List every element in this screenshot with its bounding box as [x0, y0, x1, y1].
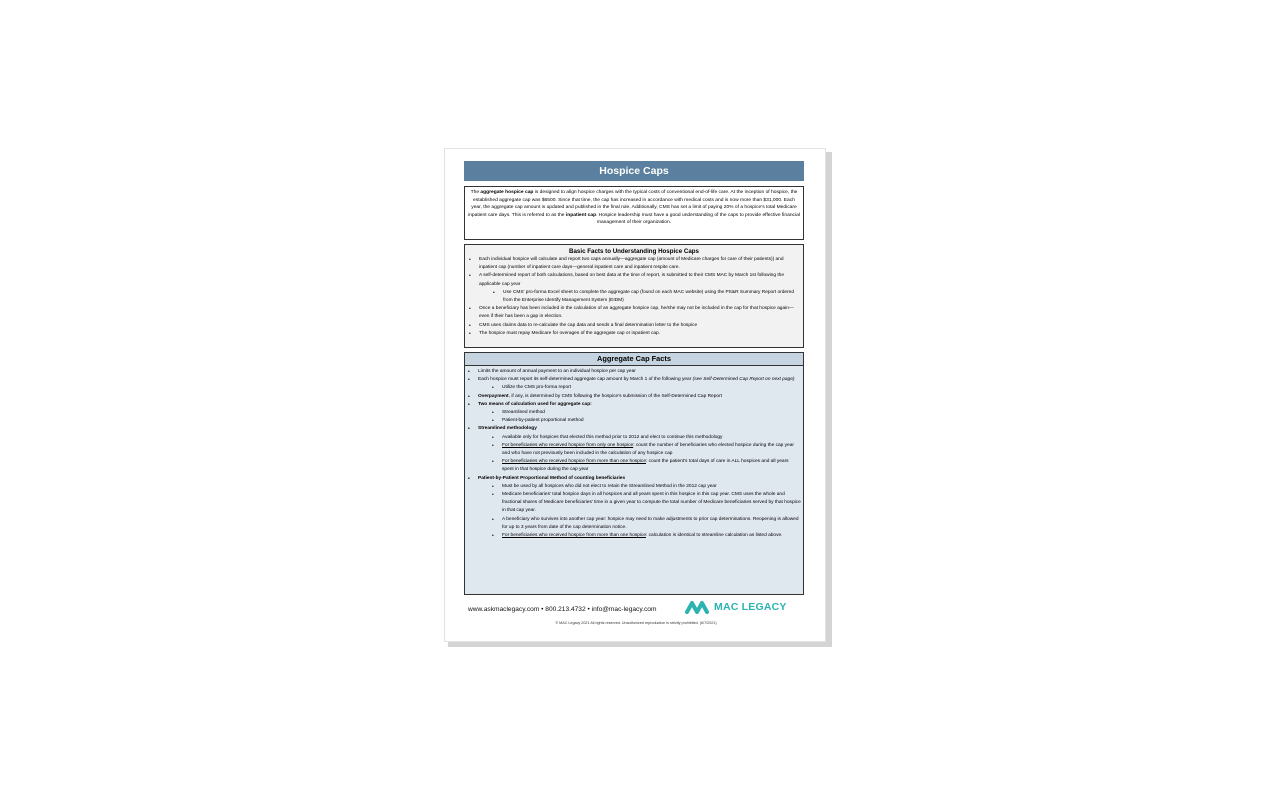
basic-facts-box	[464, 244, 804, 348]
list-item: • Two means of calculation used for aggregate cap:	[467, 401, 801, 409]
list-item: • A self-determined report of both calculations, based on best data at the time of report, is submitted to their CMS MAC by March 1st following the applicable cap year	[468, 272, 800, 288]
intro-inpatient-cap-term: inpatient cap	[565, 212, 597, 218]
list-item: • Streamlined method	[467, 409, 801, 417]
list-item: • Once a beneficiary has been included in the calculation of an aggregate hospice cap, he/she may not be included in the cap for that hospice again—even if their has been a gap in election.	[468, 305, 800, 321]
list-item: • Available only for hospices that elected this method prior to 2012 and elect to continue this methodology	[467, 434, 801, 442]
aggregate-facts-box	[464, 352, 804, 595]
list-item-term: For beneficiaries who received hospice from only one hospice	[502, 442, 634, 448]
list-item: • Utilize the CMS pro-forma report	[467, 384, 801, 392]
list-item: • Must be used by all hospices who did not elect to retain the Streamlined Method in the 2012 cap year	[467, 483, 801, 491]
intro-aggregate-cap-term: aggregate hospice cap	[480, 190, 534, 195]
list-item-text: , if any, is determined by CMS following the hospice's submission of the Self-Determined Cap Report	[508, 393, 722, 399]
document-page	[444, 148, 826, 642]
page-content	[464, 161, 804, 595]
intro-text: The	[470, 190, 481, 195]
list-item-text: : count the number of beneficiaries who elected hospice during the cap year and who have not previously been included in the calculation of any hospice cap	[502, 442, 794, 457]
logo-mark-icon	[685, 600, 711, 614]
list-item	[467, 393, 801, 401]
list-item-term: For beneficiaries who received hospice from more than one hospice	[502, 533, 646, 539]
list-item: • The hospice must repay Medicare for overages of the aggregate cap or inpatient cap.	[468, 330, 800, 338]
list-item: • Patient-by-patient proportional method	[467, 417, 801, 425]
aggregate-facts-list	[465, 366, 803, 540]
list-item: • Medicare beneficiaries' total hospice days in all hospices and all years spent in this hospice in this cap year. CMS uses the whole and fractional shares of Medicare beneficiaries' time in a given year to compute the total number of Medicare beneficiaries served by that hospice in that cap year.	[467, 491, 801, 516]
list-item: • Each individual hospice will calculate and report two caps annually—aggregate cap (amount of Medicare charges for care of their patients)) and inpatient cap (number of inpatient care days—general inpatient care and inpatient respite care.	[468, 256, 800, 272]
list-item: • Limits the amount of annual payment to an individual hospice per cap year	[467, 368, 801, 376]
list-item-term: For beneficiaries who received hospice from more than one hospice	[502, 459, 646, 465]
copyright-line: © MAC Legacy 2021 All rights reserved. Unauthorized reproduction is strictly prohibited. (6/7/2021)	[555, 621, 717, 625]
list-item: • CMS uses claims data to re-calculate the cap data and sends a final determination letter to the hospice	[468, 322, 800, 330]
list-item: • Patient-by-Patient Proportional Method of counting beneficiaries	[467, 475, 801, 483]
list-item	[467, 458, 801, 474]
list-item-note: (see Self-Determined Cap Report on next page)	[692, 377, 795, 383]
document-title: Hospice Caps	[464, 161, 804, 181]
list-item-text: : calculation is identical to streamline calculation as listed above.	[645, 533, 783, 539]
logo-text: MAC LEGACY	[714, 601, 787, 613]
aggregate-facts-heading: Aggregate Cap Facts	[465, 353, 803, 366]
list-item-text: Each hospice must report its self-determined aggregate cap amount by March 1 of the following year	[478, 377, 693, 383]
contact-line: www.askmaclegacy.com • 800.213.4732 • info@mac-legacy.com	[468, 606, 657, 613]
list-item: • Use CMS' pro-forma Excel sheet to complete the aggregate cap (found on each MAC website) using the PS&R Summary Report ordered from the Enterprise Identify Management System (EIDM)	[468, 289, 800, 305]
basic-facts-list	[468, 256, 800, 338]
list-item-term: Overpayment	[478, 393, 509, 399]
page-footer	[467, 601, 805, 634]
list-item-text: : count the patient's total days of care in ALL hospices and all years spent in that hospice during the cap year	[502, 459, 789, 473]
list-item: • Streamlined methodology	[467, 425, 801, 433]
intro-text: . Hospice leadership must have a good understanding of the caps to provide effective financial management of their organization.	[596, 212, 800, 226]
list-item	[467, 442, 801, 458]
list-item: • A beneficiary who survives into another cap year: hospice may need to make adjustments to prior cap determinations. Reopening is allowed for up to 3 years from date of the cap determination notice.	[467, 516, 801, 532]
basic-facts-heading: Basic Facts to Understanding Hospice Caps	[569, 248, 699, 255]
intro-text: is designed to align hospice charges with the typical costs of conventional end-of-life care. At the inception of hospice, the established aggregate cap was $6500. Since that time, the cap has increased in accordance with medical costs and is now more than $31,000. Each year, the aggregate cap amount is updated and published in the final rule. Additionally, CMS has set a limit of paying 20% of a hospice's total Medicare inpatient care days. This is referred to as the	[468, 190, 798, 218]
list-item	[467, 532, 801, 540]
list-item	[467, 376, 801, 384]
mac-legacy-logo	[685, 600, 787, 614]
intro-box	[464, 186, 804, 240]
